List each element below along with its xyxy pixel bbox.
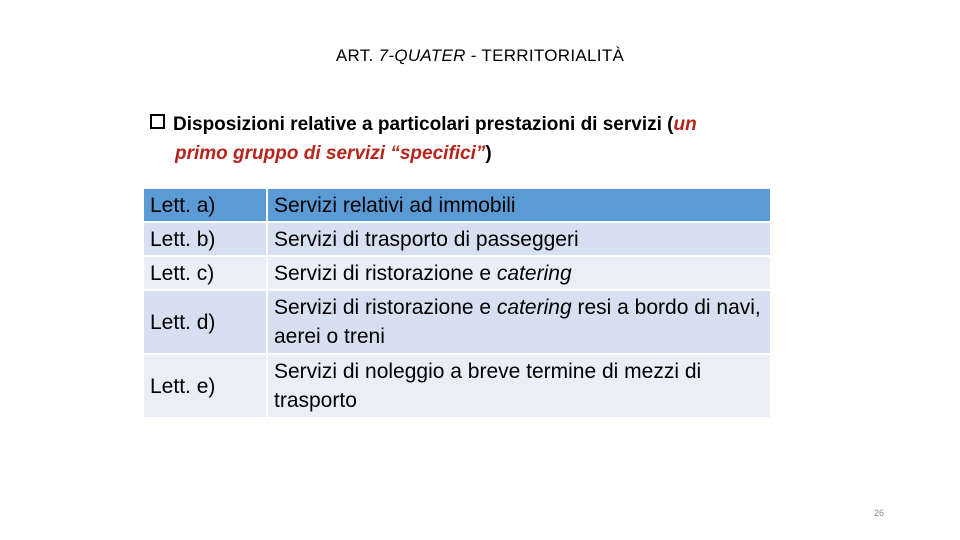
row-label: Lett. a) xyxy=(143,188,267,222)
desc-italic: catering xyxy=(496,261,572,285)
table-row xyxy=(143,290,771,354)
desc-text: Servizi di noleggio a breve termine di mezzi di trasporto xyxy=(274,360,702,412)
bullet-text: Disposizioni relative a particolari prestazioni di servizi ( xyxy=(173,114,674,135)
title-prefix: ART. xyxy=(335,46,379,65)
row-label: Lett. c) xyxy=(143,256,267,290)
row-label: Lett. e) xyxy=(143,354,267,418)
title-suffix: - TERRITORIALITÀ xyxy=(465,46,625,65)
desc-text: Servizi di ristorazione e xyxy=(274,261,497,285)
page-number: 26 xyxy=(874,508,885,518)
desc-text: Servizi di trasporto di passeggeri xyxy=(274,227,579,251)
checkbox-bullet-icon xyxy=(150,114,165,129)
row-description xyxy=(267,222,771,256)
bullet-text-red-2: primo gruppo di servizi “specifici” xyxy=(175,143,486,164)
desc-text: Servizi di ristorazione e xyxy=(274,296,497,319)
desc-text-post: resi a bordo di navi, aerei o treni xyxy=(274,296,761,348)
row-label: Lett. d) xyxy=(143,290,267,354)
title-italic: 7-QUATER xyxy=(378,46,466,65)
row-description xyxy=(267,290,771,354)
row-description xyxy=(267,256,771,290)
bullet-point xyxy=(150,110,780,168)
bullet-text-close: ) xyxy=(485,143,492,164)
table-row xyxy=(143,354,771,418)
bullet-text-red-1: un xyxy=(673,114,697,135)
row-description xyxy=(267,188,771,222)
services-table xyxy=(142,187,772,419)
desc-text: Servizi relativi ad immobili xyxy=(274,193,516,217)
table-row xyxy=(143,222,771,256)
table-row xyxy=(143,256,771,290)
row-description xyxy=(267,354,771,418)
desc-italic: catering xyxy=(496,296,572,319)
slide-title xyxy=(0,46,960,66)
table-row xyxy=(143,188,771,222)
row-label: Lett. b) xyxy=(143,222,267,256)
